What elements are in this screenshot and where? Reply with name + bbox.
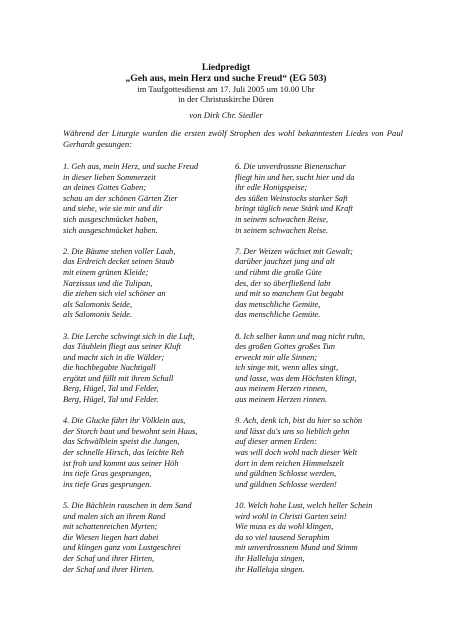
stanza-column-left [63, 162, 233, 586]
stanza-line: des, der so überfließend labt [235, 278, 331, 288]
stanza-line: und mit so manchem Gut begabt [235, 289, 344, 299]
stanza [235, 416, 405, 490]
stanza-line: und klingen ganz vom Lustgeschrei [63, 543, 181, 553]
stanza-line: ihr Halleluja singen, [235, 553, 305, 563]
author-line: von Dirk Chr. Siedler [189, 110, 263, 120]
stanza-line: ergötzt und füllt mit ihrem Schall [63, 373, 174, 383]
stanza-line: 8. Ich selber kann und mag nicht ruhn, [235, 331, 366, 341]
stanza-line: aus meinem Herzen rinnen. [235, 395, 328, 405]
stanza-line: mit unverdrossnem Mund und Stimm [235, 543, 358, 553]
stanza-line: Wie muss es da wohl klingen, [235, 522, 334, 532]
occasion-line: im Taufgottesdienst am 17. Juli 2005 um 10.00 Uhr [137, 84, 315, 94]
stanza-line: ihr Halleluja singen. [235, 564, 305, 574]
stanza-line: in seinem schwachen Reise. [235, 225, 329, 235]
stanza-line: das menschliche Gemüte. [235, 310, 321, 320]
stanza-line: und rühmt die große Güte [235, 267, 322, 277]
stanza-line: Berg, Hügel, Tal und Felder, [63, 384, 159, 394]
stanza-line: und güldnen Schlosse werden, [235, 469, 337, 479]
stanza [235, 332, 405, 406]
stanza [63, 332, 233, 406]
stanza-line: dort in dem reichen Himmelszelt [235, 458, 345, 468]
stanza-line: und lasse, was dem Höchsten klingt, [235, 373, 357, 383]
stanza [235, 162, 405, 236]
stanza-column-right [235, 162, 405, 586]
stanza-line: der schnelle Hirsch, das leichte Reh [63, 448, 184, 458]
stanza-line: und lässt du's uns so lieblich gehn [235, 426, 350, 436]
stanza-line: ins tiefe Gras gesprungen, [63, 469, 152, 479]
stanza-line: in seinem schwachen Reise, [235, 214, 329, 224]
stanza-line: ihr edle Honigspeise; [235, 183, 308, 193]
stanza-line: wird wohl in Christi Garten sein! [235, 511, 347, 521]
document-title: Liedpredigt [201, 62, 251, 73]
stanza-line: fliegt hin und her, sucht hier und da [235, 172, 355, 182]
stanza-line: schau an der schönen Gärten Zier [63, 193, 178, 203]
stanza-line: ins tiefe Gras gesprungen. [63, 479, 152, 489]
stanza-line: als Salomonis Seide. [63, 310, 133, 320]
stanza [63, 247, 233, 321]
stanza-line: und macht sich in die Wälder; [63, 352, 165, 362]
stanza-line: an deines Gottes Gaben; [63, 183, 147, 193]
stanza-line: das menschliche Gemüte, [235, 299, 321, 309]
stanza-line: des großen Gottes großes Tun [235, 342, 335, 352]
stanza-line: der Schaf und ihrer Hirten, [63, 553, 155, 563]
stanza-line: in dieser lieben Sommerzeit [63, 172, 156, 182]
stanza-line: mit einem grünen Kleide; [63, 267, 149, 277]
stanza-line: die ziehen sich viel schöner an [63, 289, 166, 299]
stanza-line: ist froh und kommt aus seiner Höh [63, 458, 179, 468]
stanza [235, 247, 405, 321]
place-line: in der Christuskirche Düren [178, 94, 274, 104]
stanza-line: 3. Die Lerche schwingt sich in die Luft, [63, 331, 195, 341]
stanza [235, 501, 405, 575]
stanza-line: das Täublein fliegt aus seiner Kluft [63, 342, 181, 352]
stanza-line: 2. Die Bäume stehen voller Laub, [63, 246, 176, 256]
stanza-line: sich ausgeschmücket haben, [63, 214, 158, 224]
stanza-line: als Salomonis Seide, [63, 299, 133, 309]
stanza-line: 1. Geh aus, mein Herz, und suche Freud [63, 162, 199, 171]
stanza-line: ich singe mit, wenn alles singt, [235, 363, 339, 373]
stanza-line: was will doch wohl nach dieser Welt [235, 448, 358, 458]
stanza-line: mit schattenreichen Myrten; [63, 522, 158, 532]
stanza-line: darüber jauchzet jung und alt [235, 257, 335, 267]
stanza-line: 10. Welch hohe Lust, welch heller Schein [235, 501, 373, 510]
stanza-line: da so viel tausend Seraphim [235, 532, 330, 542]
stanza-line: das Erdreich decket seinen Staub [63, 257, 175, 267]
stanza-line: und malen sich an ihrem Rand [63, 511, 166, 521]
stanza-line: 5. Die Bächlein rauschen in dem Sand [63, 501, 192, 510]
stanza [63, 162, 233, 236]
song-title: „Geh aus, mein Herz und suche Freud“ (EG 503) [125, 73, 327, 84]
stanza-line: und siehe, wie sie mir und dir [63, 204, 163, 214]
stanza-line: auf dieser armen Erden: [235, 437, 317, 447]
intro-paragraph: Während der Liturgie wurden die ersten zwölf Strophen des wohl bekanntesten Liedes von Paul Gerhardt gesungen: [63, 128, 403, 149]
stanza-line: 6. Die unverdrossne Bienenschar [235, 162, 347, 171]
stanza-line: und güldnen Schlosse werden! [235, 479, 337, 489]
stanza-line: erweckt mir alle Sinnen; [235, 352, 318, 362]
stanza-line: 4. Die Glucke führt ihr Völklein aus, [63, 416, 186, 426]
header [0, 62, 452, 104]
stanza [63, 416, 233, 490]
stanza-line: Narzissus und die Tulipan, [63, 278, 153, 288]
stanza-line: der Schaf und ihrer Hirten. [63, 564, 155, 574]
stanza [63, 501, 233, 575]
stanza-line: 9. Ach, denk ich, bist du hier so schön [235, 416, 363, 426]
stanza-line: die Wiesen liegen hart dabei [63, 532, 159, 542]
stanza-line: der Storch baut und bewohnt sein Haus, [63, 426, 198, 436]
stanza-line: sich ausgeschmücket haben. [63, 225, 158, 235]
stanza-line: Berg, Hügel, Tal und Felder. [63, 395, 159, 405]
stanza-line: das Schwälblein speist die Jungen, [63, 437, 180, 447]
stanza-line: bringt täglich neue Stärk und Kraft [235, 204, 353, 214]
stanza-line: die hochbegabte Nachtigall [63, 363, 156, 373]
stanza-line: des süßen Weinstocks starker Saft [235, 193, 348, 203]
stanza-line: 7. Der Weizen wächset mit Gewalt; [235, 246, 353, 256]
stanza-line: aus meinem Herzen rinnen, [235, 384, 328, 394]
